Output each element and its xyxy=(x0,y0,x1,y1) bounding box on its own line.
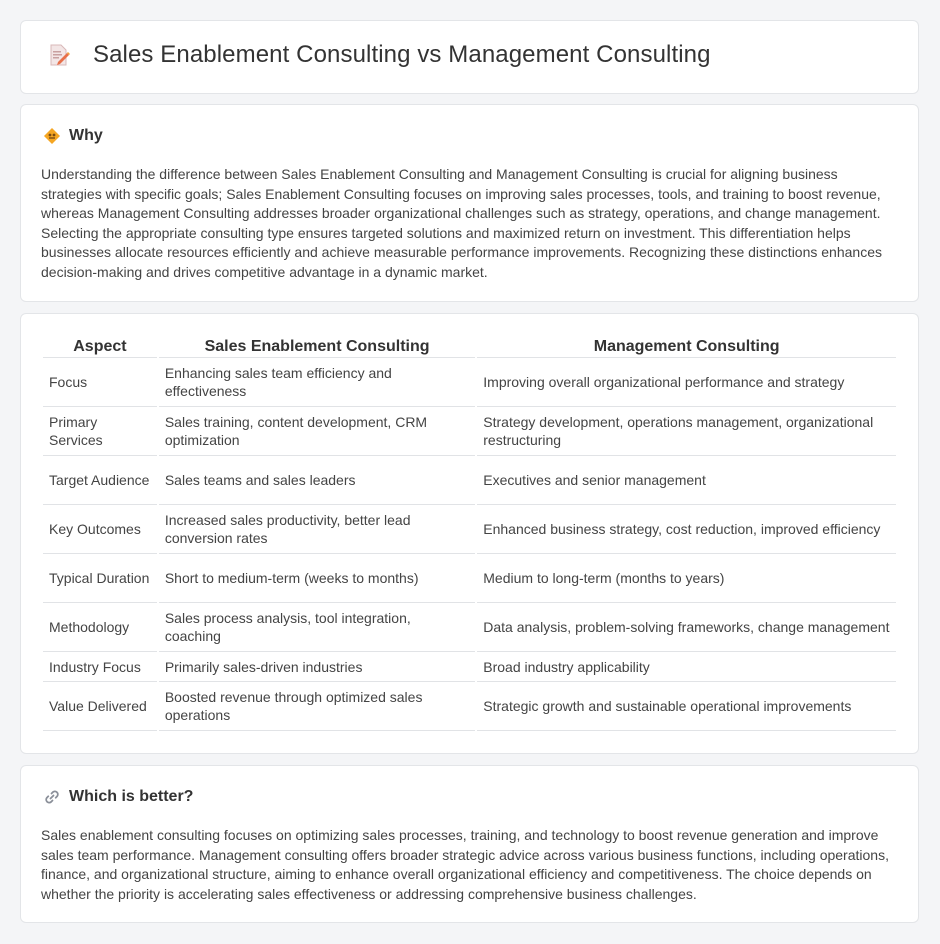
cell-aspect: Focus xyxy=(43,358,157,407)
cell-aspect: Target Audience xyxy=(43,456,157,505)
table-row xyxy=(43,505,896,554)
cell-management: Broad industry applicability xyxy=(477,652,896,682)
why-section xyxy=(20,104,919,302)
table-row xyxy=(43,603,896,652)
cell-management: Enhanced business strategy, cost reduction, improved efficiency xyxy=(477,505,896,554)
cell-aspect: Typical Duration xyxy=(43,554,157,603)
cell-aspect: Key Outcomes xyxy=(43,505,157,554)
cell-aspect: Value Delivered xyxy=(43,682,157,731)
which-is-better-text: Sales enablement consulting focuses on optimizing sales processes, training, and technology to boost revenue generation and improve sales team performance. Management consulting offers broader strategic advice across various business functions, including operations, finance, and organizational structure, aiming to enhance overall organizational efficiency and competitiveness. The choice depends on whether the priority is accelerating sales effectiveness or addressing comprehensive business challenges. xyxy=(41,827,889,902)
cell-sales: Enhancing sales team efficiency and effectiveness xyxy=(159,358,475,407)
cell-sales: Boosted revenue through optimized sales operations xyxy=(159,682,475,731)
cell-aspect: Methodology xyxy=(43,603,157,652)
why-text: Understanding the difference between Sales Enablement Consulting and Management Consulting is crucial for aligning business strategies with specific goals; Sales Enablement Consulting focuses on improving sales processes, tools, and training to boost revenue, whereas Management Consulting addresses broader organizational challenges such as strategy, operations, and change management. Selecting the appropriate consulting type ensures targeted solutions and maximized return on investment. This differentiation helps businesses allocate resources efficiently and achieve measurable performance improvements. Recognizing these distinctions enhances decision-making and drives competitive advantage in a dynamic market. xyxy=(41,166,882,280)
comparison-table xyxy=(41,334,898,731)
cell-management: Strategic growth and sustainable operational improvements xyxy=(477,682,896,731)
why-title: Why xyxy=(69,127,103,144)
diamond-sign-icon xyxy=(43,127,61,145)
cell-sales: Short to medium-term (weeks to months) xyxy=(159,554,475,603)
cell-sales: Sales process analysis, tool integration, coaching xyxy=(159,603,475,652)
header-management: Management Consulting xyxy=(477,334,896,358)
table-row xyxy=(43,407,896,456)
cell-management: Improving overall organizational performance and strategy xyxy=(477,358,896,407)
cell-management: Strategy development, operations management, organizational restructuring xyxy=(477,407,896,456)
comparison-table-card xyxy=(20,313,919,754)
header-card xyxy=(20,20,919,94)
which-is-better-section xyxy=(20,765,919,923)
cell-sales: Primarily sales-driven industries xyxy=(159,652,475,682)
cell-aspect: Industry Focus xyxy=(43,652,157,682)
which-is-better-title: Which is better? xyxy=(69,788,194,805)
page-title: Sales Enablement Consulting vs Management Consulting xyxy=(93,41,711,68)
table-row xyxy=(43,652,896,682)
cell-management: Data analysis, problem-solving frameworks, change management xyxy=(477,603,896,652)
table-row xyxy=(43,682,896,731)
cell-sales: Sales training, content development, CRM optimization xyxy=(159,407,475,456)
cell-aspect: Primary Services xyxy=(43,407,157,456)
cell-management: Executives and senior management xyxy=(477,456,896,505)
header-aspect: Aspect xyxy=(43,334,157,358)
table-row xyxy=(43,456,896,505)
link-icon xyxy=(43,788,61,806)
cell-sales: Sales teams and sales leaders xyxy=(159,456,475,505)
header-sales-enablement: Sales Enablement Consulting xyxy=(159,334,475,358)
table-header-row xyxy=(43,334,896,358)
table-row xyxy=(43,554,896,603)
table-row xyxy=(43,358,896,407)
document-edit-icon xyxy=(47,43,71,67)
cell-management: Medium to long-term (months to years) xyxy=(477,554,896,603)
cell-sales: Increased sales productivity, better lead conversion rates xyxy=(159,505,475,554)
